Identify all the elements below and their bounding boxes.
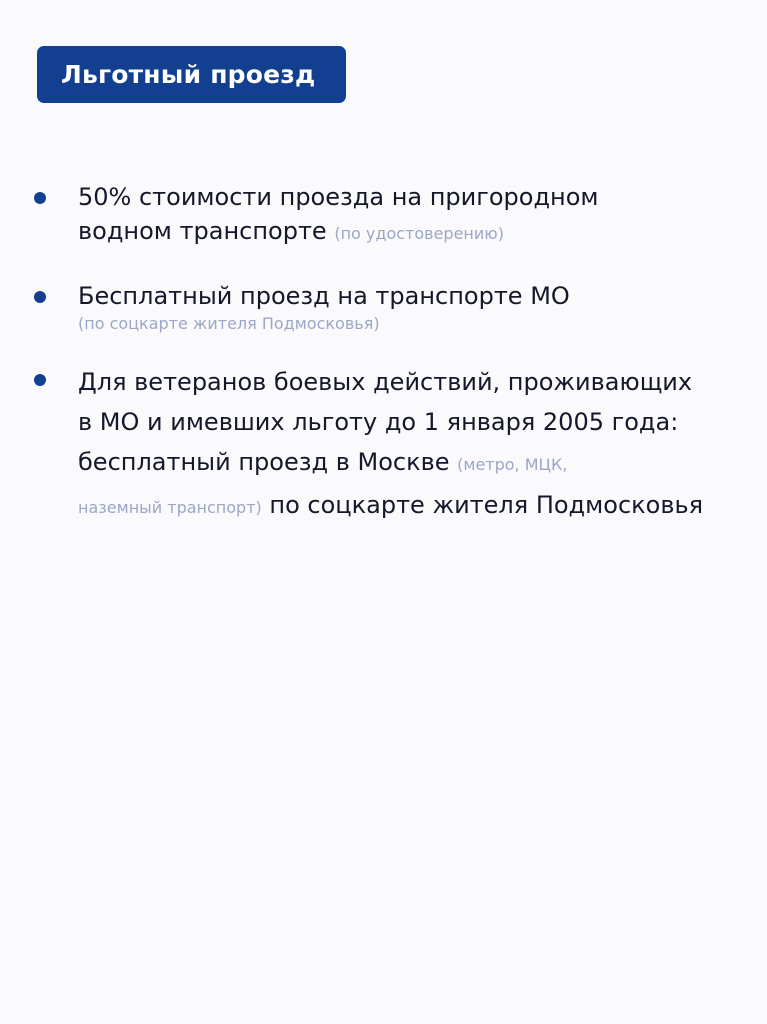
benefits-list bbox=[34, 180, 744, 528]
item-text-line: 50% стоимости проезда на пригородном bbox=[78, 183, 599, 211]
item-text-line: в МО и имевших льготу до 1 января 2005 года: bbox=[78, 408, 679, 436]
title-badge bbox=[37, 46, 346, 103]
item-text-line bbox=[78, 442, 744, 485]
item-note: (по удостоверению) bbox=[334, 224, 504, 243]
item-text-line bbox=[78, 485, 744, 528]
item-text-line: Для ветеранов боевых действий, проживающих bbox=[78, 368, 693, 396]
list-item bbox=[34, 279, 744, 334]
bullet-dot-icon bbox=[34, 192, 46, 204]
list-item bbox=[34, 180, 744, 251]
item-text-line: Бесплатный проезд на транспорте МО bbox=[78, 282, 570, 310]
item-note: (метро, МЦК, bbox=[457, 455, 568, 474]
list-item bbox=[34, 362, 744, 528]
page-title: Льготный проезд bbox=[61, 60, 316, 89]
item-text: по соцкарте жителя Подмосковья bbox=[269, 491, 704, 519]
item-text: водном транспорте bbox=[78, 217, 327, 245]
bullet-dot-icon bbox=[34, 374, 46, 386]
item-text-line bbox=[78, 214, 744, 251]
item-text: бесплатный проезд в Москве bbox=[78, 448, 450, 476]
bullet-dot-icon bbox=[34, 291, 46, 303]
item-note: (по соцкарте жителя Подмосковья) bbox=[78, 314, 380, 333]
item-note: наземный транспорт) bbox=[78, 498, 262, 517]
